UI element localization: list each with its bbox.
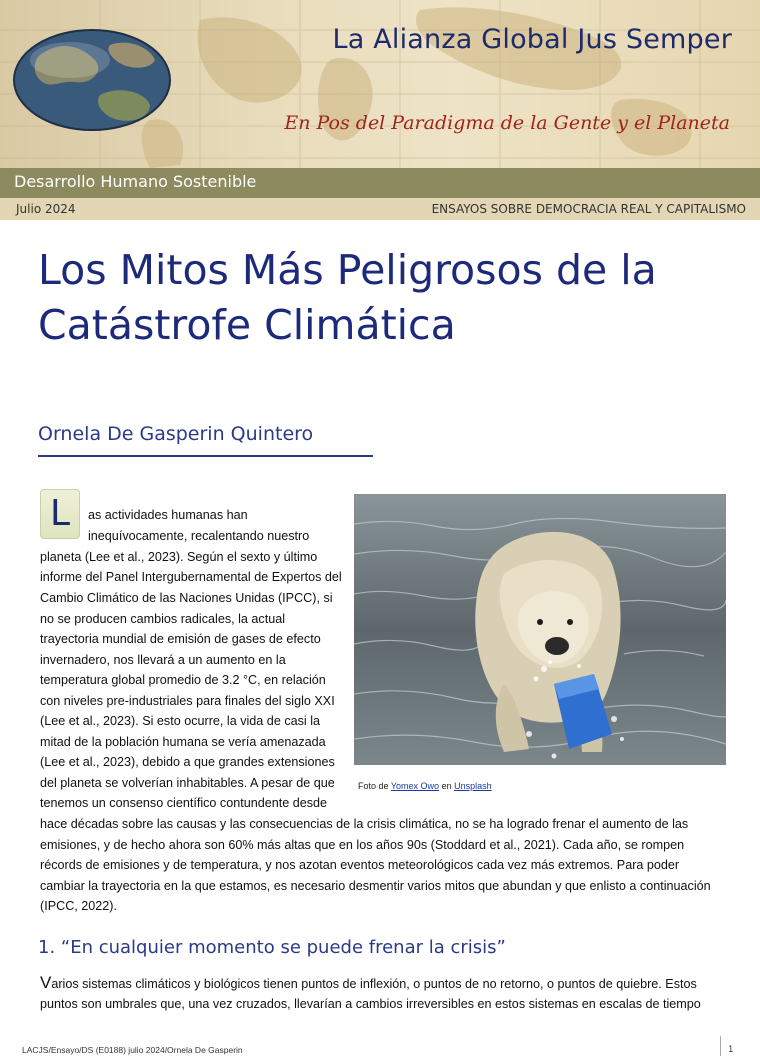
footer-divider [720,1036,721,1056]
body-line: cambiar la trayectoria en la que estamos, es necesario desmentir varios mitos que abundan y que enlisto a continuación [40,879,711,893]
intro-line: temperatura global promedio de 3.2 °C, en relación [40,673,326,687]
intro-line: inequívocamente, recalentando nuestro [88,529,310,543]
header-banner [0,0,760,168]
body-line: (IPCC, 2022). [40,899,117,913]
globe-logo [14,30,170,130]
drop-cap: L [40,489,80,539]
organization-tagline: En Pos del Paradigma de la Gente y el Planeta [284,112,730,134]
author-name: Ornela De Gasperin Quintero [38,423,314,445]
section-1-line-text: arios sistemas climáticos y biológicos tienen puntos de inflexión, o puntos de no retorno, o puntos de quiebre. Estos [51,977,697,991]
footer-reference: LACJS/Ensayo/DS (E0188) julio 2024/Ornela De Gasperin [22,1045,243,1055]
intro-line: mitad de la población humana se vería amenazada [40,735,326,749]
intro-line: tenemos un consenso científico contundente desde [40,796,328,810]
article-title-line-2: Catástrofe Climática [38,301,456,349]
organization-title: La Alianza Global Jus Semper [332,24,732,55]
photo-caption-prefix: Foto de [358,781,389,791]
article-title-line-1: Los Mitos Más Peligrosos de la [38,246,657,294]
intro-line: (Lee et al., 2023), debido a que grandes extensiones [40,755,335,769]
author-underline [38,455,373,457]
photo-caption [358,781,492,791]
intro-line: planeta (Lee et al., 2023). Según el sexto y último [40,550,318,564]
body-line: récords de emisiones y de temperatura, y nos azotan eventos meteorológicos cada vez más extremos. Para poder [40,858,680,872]
intro-line: invernadero, nos llevará a un aumento en la [40,653,286,667]
date-series-strip [0,198,760,220]
intro-line: (Lee et al., 2023). Si esto ocurre, la vida de casi la [40,714,321,728]
section-band-label: Desarrollo Humano Sostenible [14,172,257,191]
page-number: 1 [728,1045,734,1055]
intro-line: Cambio Climático de las Naciones Unidas (IPCC), si [40,591,333,605]
intro-line: trayectoria mundial de emisión de gases de efecto [40,632,321,646]
article-title [38,243,728,353]
unsplash-link[interactable]: Unsplash [454,781,492,791]
polar-bear-photo [354,494,726,765]
intro-line: con niveles pre-industriales para finales del siglo XXI [40,694,335,708]
series-name: ENSAYOS SOBRE DEMOCRACIA REAL Y CAPITALISMO [431,202,746,216]
section-1-line: puntos son umbrales que, una vez cruzados, llevarían a cambios irreversibles en estos sistemas en escalas de tiempo [40,997,701,1011]
intro-line: as actividades humanas han [88,508,248,522]
section-1-dropcap: V [40,973,52,992]
section-1-line [40,973,697,993]
body-line: emisiones, y de hecho ahora son 60% más altas que en los años 90s (Stoddard et al., 2021). Cada año, se rompen [40,838,685,852]
intro-line: informe del Panel Intergubernamental de Expertos del [40,570,342,584]
photo-caption-mid: en [441,781,452,791]
photographer-link[interactable]: Yomex Owo [390,781,440,791]
body-line: hace décadas sobre las causas y las consecuencias de la crisis climática, no se ha logrado frenar el aumento de las [40,817,689,831]
section-1-heading: 1. “En cualquier momento se puede frenar la crisis” [38,937,506,958]
intro-line: del planeta se volverían inhabitables. A pesar de que [40,776,335,790]
publication-date: Julio 2024 [16,202,76,216]
intro-line: no se producen cambios radicales, la actual [40,612,286,626]
section-band [0,168,760,198]
